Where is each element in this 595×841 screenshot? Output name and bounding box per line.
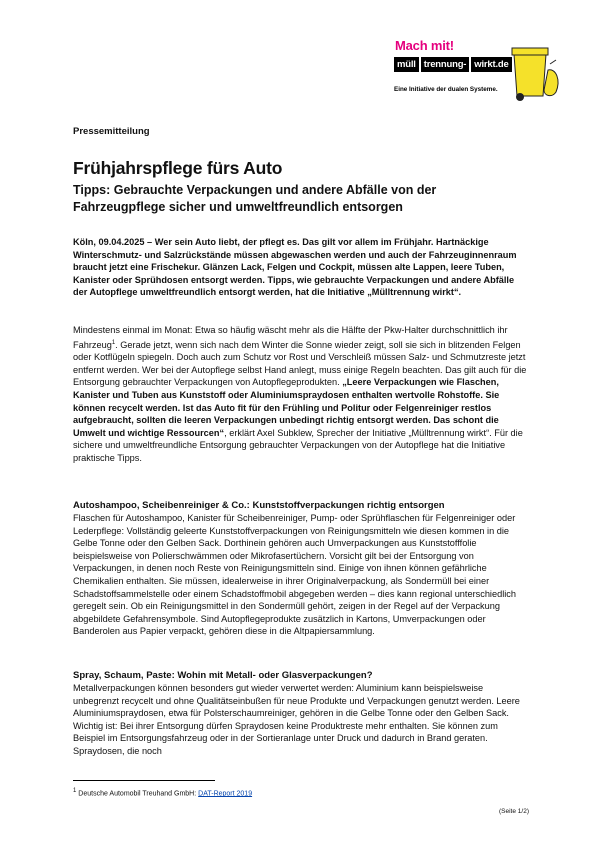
logo-wordmark bbox=[394, 57, 514, 72]
lead-paragraph: Köln, 09.04.2025 – Wer sein Auto liebt, der pflegt es. Das gilt vor allem im Frühjahr. Hartnäckige Winterschmutz- und Salzrückstände müssen abgewaschen werden und auch der Fahrzeuginnenraum braucht jetzt eine Frischekur. Glänzen Lack, Felgen und Cockpit, müssen alte Lappen, leere Tuben, Kanister oder Sprühdosen entsorgt werden. Tipps, wie gebrauchte Verpackungen und andere Abfälle der Autopflege umweltfreundlich entsorgt werden, hat die Initiative „Mülltrennung wirkt“. bbox=[73, 237, 517, 298]
page-title: Frühjahrspflege fürs Auto bbox=[73, 158, 283, 178]
footnote-number: 1 bbox=[73, 788, 77, 794]
section-heading: Autoshampoo, Scheibenreiniger & Co.: Kunststoffverpackungen richtig entsorgen bbox=[73, 500, 445, 511]
page-subtitle: Tipps: Gebrauchte Verpackungen und andere Abfälle von der Fahrzeugpflege sicher und umweltfreundlich entsorgen bbox=[73, 183, 437, 214]
logo-word: wirkt.de bbox=[471, 57, 511, 72]
footnote-ref: 1 bbox=[111, 339, 116, 346]
logo-word: trennung- bbox=[421, 57, 470, 72]
footnote-divider bbox=[73, 780, 215, 781]
body-paragraph bbox=[73, 324, 528, 465]
logo-word: müll bbox=[394, 57, 419, 72]
paragraph-text: . Gerade jetzt, wenn sich nach dem Winter die Sonne wieder zeigt, soll sie sich in blitzenden Felgen oder Kotflügeln spiegeln. Doch auch zum Schutz vor Rost und Verschleiß müssen Salz- und Schmutzreste jetzt entfernt werden. Wer bei der Autopflege selbst Hand anlegt, muss einige Regeln beachten. Das gilt auch für die Entsorgung gebrauchter Verpackungen von Autopflegeprodukten. bbox=[73, 339, 527, 388]
recycling-bin-icon bbox=[506, 40, 562, 104]
footnote-text: Deutsche Automobil Treuhand GmbH: bbox=[76, 790, 199, 798]
footnote bbox=[73, 788, 252, 797]
section-heading: Spray, Schaum, Paste: Wohin mit Metall- oder Glasverpackungen? bbox=[73, 670, 373, 681]
logo-subline: Eine Initiative der dualen Systeme. bbox=[394, 86, 498, 93]
footnote-link[interactable]: DAT-Report 2019 bbox=[198, 790, 253, 798]
logo-tagline: Mach mit! bbox=[395, 38, 454, 53]
paragraph-text: Mindestens einmal im Monat: Etwa so häufig wäscht mehr als die Hälfte der Pkw-Halter durchschnittlich ihr Fahrzeug bbox=[73, 325, 508, 350]
quote-text: „Leere Verpackungen wie Flaschen, Kanister und Tuben aus Kunststoff oder Aluminiumspraydosen enthalten wertvolle Rohstoffe. Sie können recycelt werden. Ist das Auto fit für den Frühling und Politur oder Felgenreiniger restlos aufgebraucht, sollten die leeren Verpackungen unbedingt richtig entsorgt werden. Das schont die Umwelt und wichtige Ressourcen“ bbox=[73, 377, 500, 438]
body-paragraph: Metallverpackungen können besonders gut wieder verwertet werden: Aluminium kann beispielsweise unbegrenzt recycelt und ohne Qualitätseinbußen für neue Produkte und Verpackungen genutzt werden. Leere Aluminiumspraydosen, etwa für Polsterschaumreiniger, gehören in die Gelbe Tonne oder den Gelben Sack. Wichtig ist: Bei ihrer Entsorgung dürfen Spraydosen keine Produktreste mehr enthalten. Sie können zum Beispiel im Entsorgungsfahrzeug oder in der Sortieranlage unter Druck und dadurch in Brand geraten. Spraydosen, die noch bbox=[73, 683, 520, 756]
document-label: Pressemitteilung bbox=[73, 126, 150, 137]
logo bbox=[394, 38, 562, 104]
paragraph-text: , erklärt Axel Subklew, Sprecher der Initiative „Mülltrennung wirkt“. Für die sichere und umweltfreundliche Entsorgung gebrauchter Verpackungen von der Autopflege hat die Initiative praktische Tipps. bbox=[73, 427, 523, 463]
body-paragraph: Flaschen für Autoshampoo, Kanister für Scheibenreiniger, Pump- oder Sprühflaschen für Felgenreiniger oder Lederpflege: Vollständig geleerte Kunststoffverpackungen von Reinigungsmitteln wie diesen kommen in die Gelbe Tonne oder den Gelben Sack. Dorthinein gehören auch Umverpackungen aus Kunststofffolie beispielsweise von Polierschwämmen oder Mikrofasertüchern. Vorsicht gilt bei der Entsorgung von Verpackungen, in denen noch Reste von Reinigungsmitteln sind. Einige von ihnen können gefährliche Chemikalien enthalten. Sie müssen, idealerweise in ihrer Originalverpackung, als Sondermüll bei einer Schadstoffsammelstelle oder einem Schadstoffmobil abgegeben werden – dies kann regional unterschiedlich geregelt sein. Ob ein Reinigungsmittel in den Sondermüll gehört, zeigen in der Regel auf der Verpackung abgebildete Gefahrensymbole. Sind Autopflegeprodukte zusätzlich in Kartons, Umverpackungen oder Banderolen aus Papier verpackt, gehören diese in die Altpapiersammlung. bbox=[73, 513, 516, 637]
page-number: (Seite 1/2) bbox=[499, 808, 529, 815]
